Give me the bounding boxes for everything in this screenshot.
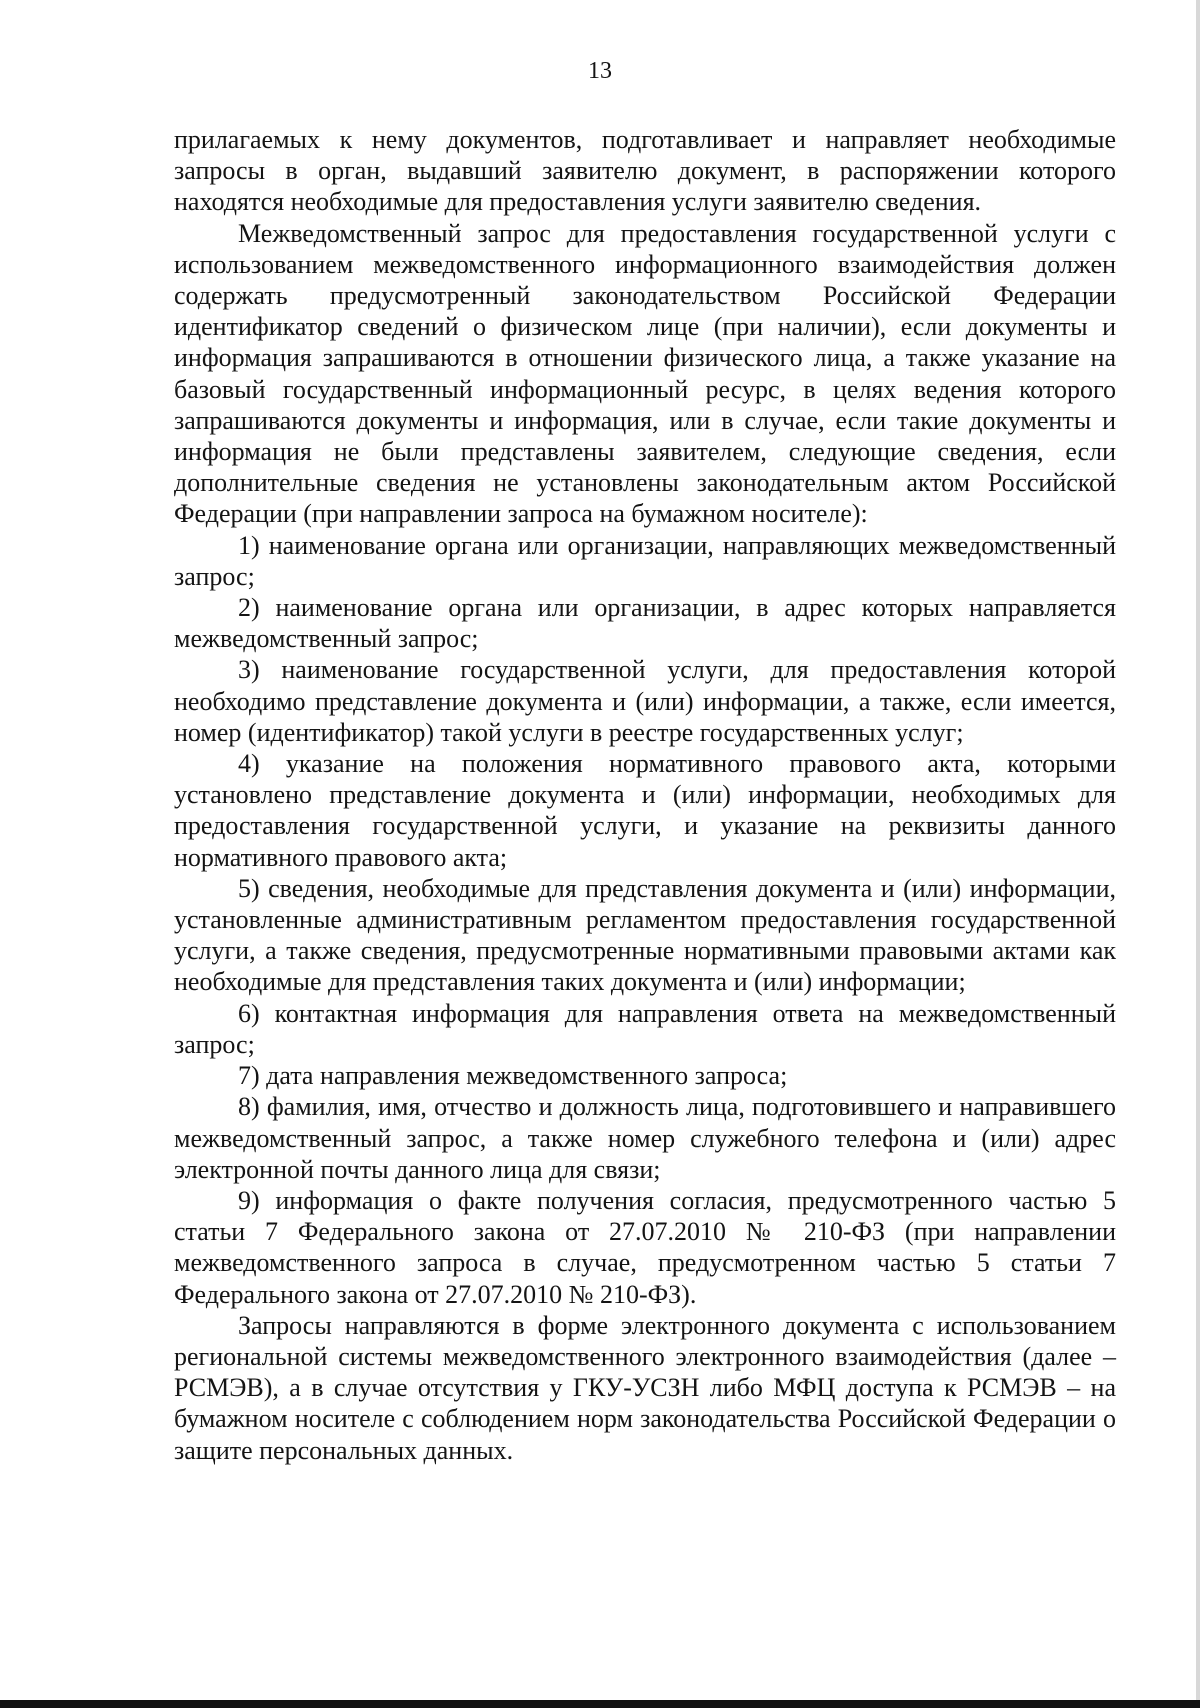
document-body bbox=[174, 124, 1116, 1466]
page-number: 13 bbox=[588, 58, 612, 84]
list-item-8: 8) фамилия, имя, отчество и должность лица, подготовившего и направившего межведомственный запрос, а также номер служебного телефона и (или) адрес электронной почты данного лица для связи; bbox=[174, 1092, 1116, 1184]
scan-right-edge bbox=[1196, 0, 1200, 1708]
list-item-5: 5) сведения, необходимые для представления документа и (или) информации, установленные административным регламентом предоставления государственной услуги, а также сведения, предусмотренные нормативными правовыми актами как необходимые для представления таких документа и (или) информации; bbox=[174, 873, 1116, 997]
paragraph-interagency-request: Межведомственный запрос для предоставления государственной услуги с использованием межведомственного информационного взаимодействия должен содержать предусмотренный законодательством Российской Федерации идентификатор сведений о физическом лице (при наличии), если документы и информация запрашиваются в отношении физического лица, а также указание на базовый государственный информационный ресурс, в целях ведения которого запрашиваются документы и информация, или в случае, если такие документы и информация не были представлены заявителем, следующие сведения, если дополнительные сведения не установлены законодательным актом Российской Федерации (при направлении запроса на бумажном носителе): bbox=[174, 218, 1116, 529]
list-item-4: 4) указание на положения нормативного правового акта, которыми установлено представление документа и (или) информации, необходимых для предоставления государственной услуги, и указание на реквизиты данного нормативного правового акта; bbox=[174, 749, 1116, 872]
list-item-3: 3) наименование государственной услуги, для предоставления которой необходимо представление документа и (или) информации, а также, если имеется, номер (идентификатор) такой услуги в реестре государственных услуг; bbox=[174, 655, 1116, 747]
list-item-9: 9) информация о факте получения согласия, предусмотренного частью 5 статьи 7 Федерального закона от 27.07.2010 № 210-ФЗ (при направлении межведомственного запроса в случае, предусмотренном частью 5 статьи 7 Федерального закона от 27.07.2010 № 210-ФЗ). bbox=[174, 1185, 1116, 1309]
list-item-6: 6) контактная информация для направления ответа на межведомственный запрос; bbox=[174, 998, 1116, 1059]
list-item-2: 2) наименование органа или организации, в адрес которых направляется межведомственный запрос; bbox=[174, 593, 1116, 654]
paragraph-requests-form: Запросы направляются в форме электронного документа с использованием региональной системы межведомственного электронного взаимодействия (далее – РСМЭВ), а в случае отсутствия у ГКУ-УСЗН либо МФЦ доступа к РСМЭВ – на бумажном носителе с соблюдением норм законодательства Российской Федерации о защите персональных данных. bbox=[174, 1310, 1116, 1465]
scan-bottom-border bbox=[0, 1700, 1200, 1708]
list-item-7: 7) дата направления межведомственного запроса; bbox=[238, 1061, 788, 1091]
paragraph-continuation: прилагаемых к нему документов, подготавливает и направляет необходимые запросы в орган, выдавший заявителю документ, в распоряжении которого находятся необходимые для предоставления услуги заявителю сведения. bbox=[174, 125, 1116, 217]
list-item-1: 1) наименование органа или организации, направляющих межведомственный запрос; bbox=[174, 530, 1116, 591]
